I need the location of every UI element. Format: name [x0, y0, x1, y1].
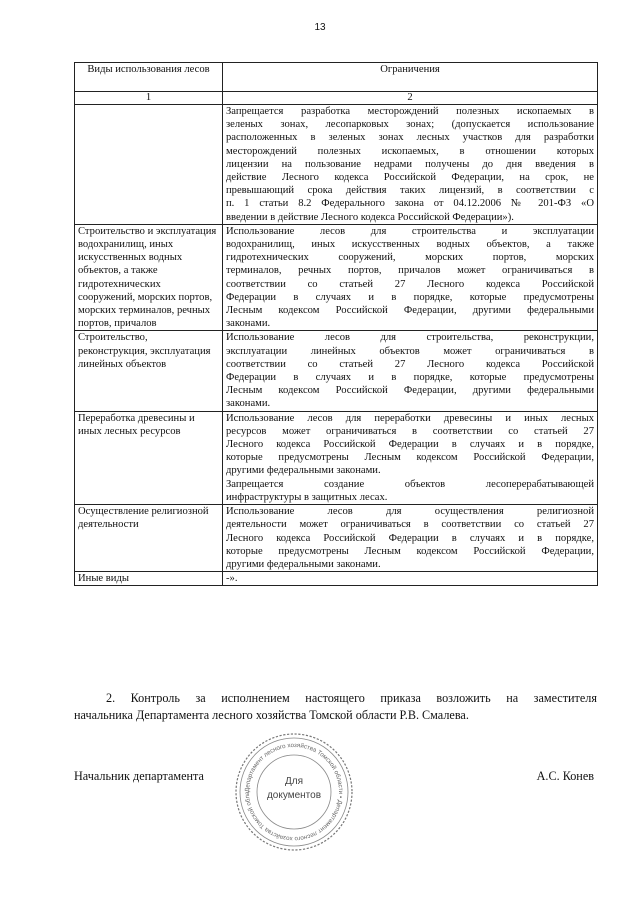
restriction-line: законами. [226, 318, 271, 330]
restriction-line: которые предусмотрены Лесным кодексом Российской Федерации, [226, 452, 594, 464]
stamp-center-line-2: документов [266, 790, 322, 801]
restriction-line: ресурсов может ограничиваться в соответствии со статьей 27 [226, 425, 594, 437]
restriction-line: которые предусмотрены Лесным кодексом Российской Федерации, [226, 545, 594, 557]
signature-position: Начальник департамента [74, 769, 204, 783]
restriction-line: Использование лесов для строительства, реконструкции, [226, 332, 594, 344]
stamp-seal [232, 730, 356, 854]
page-number: 13 [314, 22, 326, 33]
restriction-line: водохранилищ, иных искусственных водных объектов, а также [226, 239, 594, 251]
restriction-cell [223, 505, 598, 572]
restriction-line: Использование лесов для осуществления религиозной [226, 506, 594, 518]
restriction-line: законами. [226, 398, 271, 410]
clause-2 [74, 690, 597, 724]
use-type-cell: Строительство, реконструкция, эксплуатация линейных объектов [75, 331, 223, 411]
restriction-cell [223, 572, 598, 586]
restriction-line: эксплуатации линейных объектов может ограничиваться в [226, 345, 594, 357]
table-row [75, 224, 598, 331]
use-type-cell: Строительство и эксплуатация водохранилищ, иных искусственных водных объектов, а также гидротехнических сооружений, морских портов, морских терминалов, речных портов, причалов [75, 224, 223, 331]
restriction-line: другими федеральными законами. [226, 465, 381, 477]
clause-line-2: начальника Департамента лесного хозяйства Томской области Р.В. Смалева. [74, 708, 469, 722]
table-row [75, 411, 598, 504]
column-number-row [75, 92, 598, 105]
restriction-line: Использование лесов для строительства и эксплуатации [226, 225, 594, 237]
restriction-line: введении в действие Лесного кодекса Российской Федерации»). [226, 211, 514, 223]
restriction-line: Лесным кодексом Российской Федерации, другими федеральными [226, 305, 594, 317]
restriction-line: зеленых зонах, лесопарковых зонах; (допускается использование [226, 119, 594, 131]
table-row [75, 331, 598, 411]
restriction-cell [223, 331, 598, 411]
restriction-line: другими федеральными законами. [226, 558, 381, 570]
restriction-line: Лесным кодексом Российской Федерации, другими федеральными [226, 385, 594, 397]
table-row [75, 105, 598, 225]
restriction-line: п. 1 статьи 8.2 Федерального закона от 04.12.2006 № 201-ФЗ «О [226, 198, 594, 210]
restriction-line: расположенных в зеленых зонах лесных участков для разработки [226, 132, 594, 144]
restriction-line: Федерации в случаях и в порядке, которые предусмотрены [226, 291, 594, 303]
signature-name: А.С. Конев [536, 769, 594, 783]
restriction-line: -». [226, 573, 238, 585]
restriction-cell [223, 105, 598, 225]
stamp-ring-text: Департамент лесного хозяйства Томской области • Департамент лесного хозяйства Томской обла [243, 741, 345, 843]
table-row [75, 572, 598, 586]
restriction-line: инфраструктуры в защитных лесах. [226, 491, 388, 503]
header-cell-restrictions: Ограничения [223, 63, 598, 92]
restriction-line: деятельности может ограничиваться в соответствии со статьей 27 [226, 519, 594, 531]
use-type-cell [75, 105, 223, 225]
restriction-line: соответствии со статьей 27 Лесного кодекса Российской [226, 358, 594, 370]
table-header-row [75, 63, 598, 92]
use-type-cell: Переработка древесины и иных лесных ресурсов [75, 411, 223, 504]
restriction-line: Запрещается создание объектов лесоперерабатывающей [226, 478, 594, 490]
restriction-line: соответствии со статьей 27 Лесного кодекса Российской [226, 278, 594, 290]
restriction-line: месторождений полезных ископаемых, в отношении которых [226, 145, 594, 157]
restriction-line: гидротехнических сооружений, морских портов, морских [226, 252, 594, 264]
table-row [75, 505, 598, 572]
restriction-line: терминалов, речных портов, причалов может ограничиваться в [226, 265, 594, 277]
restriction-line: превышающий срока действия таких лицензий, в соответствии с [226, 185, 594, 197]
forest-use-restrictions-table [74, 62, 598, 586]
restriction-cell [223, 411, 598, 504]
restriction-line: Запрещается разработка месторождений полезных ископаемых в [226, 106, 594, 117]
restriction-line: Лесного кодекса Российской Федерации в случаях и в порядке, [226, 532, 594, 544]
restriction-line: Лесного кодекса Российской Федерации в случаях и в порядке, [226, 439, 594, 451]
restriction-line: действие Лесного кодекса Российской Федерации, на срок, не [226, 172, 594, 184]
use-type-cell: Осуществление религиозной деятельности [75, 505, 223, 572]
header-cell-use-type: Виды использования лесов [75, 63, 223, 92]
clause-line-1: 2. Контроль за исполнением настоящего приказа возложить на заместителя [106, 691, 597, 705]
restriction-line: Федерации в случаях и в порядке, которые предусмотрены [226, 372, 594, 384]
restriction-cell [223, 224, 598, 331]
column-number-2: 2 [223, 92, 598, 105]
column-number-1: 1 [75, 92, 223, 105]
use-type-cell: Иные виды [75, 572, 223, 586]
restriction-line: Использование лесов для переработки древесины и иных лесных [226, 412, 594, 424]
stamp-center-line-1: Для [284, 776, 304, 787]
restriction-line: лицензии на пользование недрами получены до дня введения в [226, 158, 594, 170]
